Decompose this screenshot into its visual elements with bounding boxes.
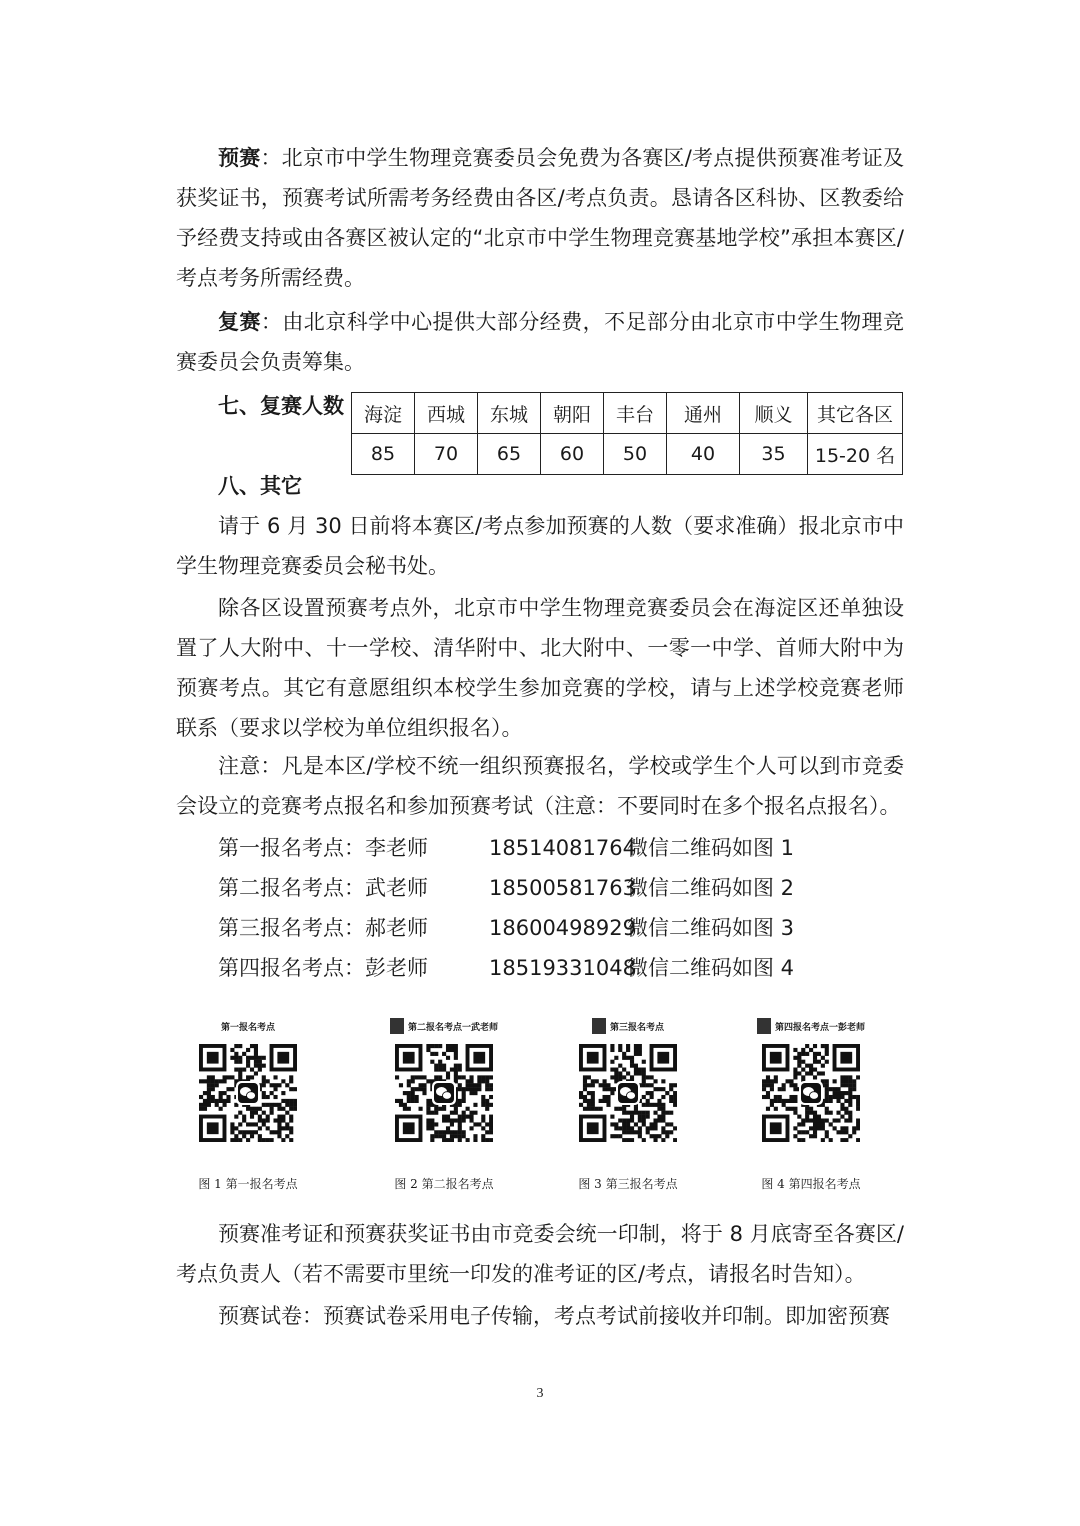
page-number: 3 — [536, 1386, 544, 1401]
district-cell: 丰台 — [604, 393, 667, 434]
qr-header-text: 第三报名考点 — [609, 1022, 664, 1033]
semifinal-quota-table — [351, 392, 903, 475]
count-cell: 85 — [352, 434, 415, 475]
count-cell: 40 — [667, 434, 740, 475]
qr-header — [168, 1012, 328, 1040]
avatar-icon — [390, 1018, 404, 1034]
qr-header-text: 第一报名考点 — [220, 1022, 275, 1033]
qr-block-4 — [731, 1012, 891, 1142]
district-cell: 顺义 — [740, 393, 808, 434]
district-cell: 西城 — [415, 393, 478, 434]
qr-header — [364, 1012, 524, 1040]
preliminary-text: ：北京市中学生物理竞赛委员会免费为各赛区/考点提供预赛准考证及获奖证书，预赛考试所需考务经费由各区/考点负责。恳请各区科协、区教委给予经费支持或由各赛区被认定的“北京市中学生物理竞赛基地学校”承担本赛区/考点考务所需经费。 — [176, 146, 904, 290]
count-row — [352, 434, 903, 475]
papers-paragraph: 预赛试卷：预赛试卷采用电子传输，考点考试前接收并印制。即加密预赛 — [218, 1304, 890, 1328]
semifinal-paragraph — [176, 302, 904, 382]
district-row — [352, 393, 903, 434]
qr-block-2 — [364, 1012, 524, 1142]
qr-header-text: 第四报名考点一彭老师 — [774, 1022, 865, 1033]
registration-phone: 18514081764 — [489, 836, 636, 860]
section8-paragraph-1: 请于 6 月 30 日前将本赛区/考点参加预赛的人数（要求准确）报北京市中学生物理竞赛委员会秘书处。 — [176, 514, 904, 578]
count-cell: 35 — [740, 434, 808, 475]
count-cell: 70 — [415, 434, 478, 475]
registration-phone: 18500581763 — [489, 876, 636, 900]
semifinal-label: 复赛 — [218, 310, 261, 334]
registration-teacher: 郝老师 — [365, 916, 428, 940]
district-cell: 海淀 — [352, 393, 415, 434]
qr-code-icon — [579, 1044, 677, 1142]
certificates-paragraph: 预赛准考证和预赛获奖证书由市竞委会统一印制，将于 8 月底寄至各赛区/考点负责人（若不需要市里统一印发的准考证的区/考点，请报名时告知）。 — [176, 1222, 904, 1286]
district-cell: 通州 — [667, 393, 740, 434]
count-cell: 60 — [541, 434, 604, 475]
qr-header-text: 第二报名考点一武老师 — [407, 1022, 498, 1033]
registration-site: 第一报名考点： — [218, 836, 365, 860]
registration-phone: 18519331048 — [489, 956, 636, 980]
registration-site: 第四报名考点： — [218, 956, 365, 980]
district-cell: 朝阳 — [541, 393, 604, 434]
section8-paragraph-2: 除各区设置预赛考点外，北京市中学生物理竞赛委员会在海淀区还单独设置了人大附中、十一学校、清华附中、北大附中、一零一中学、首师大附中为预赛考点。其它有意愿组织本校学生参加竞赛的学校，请与上述学校竞赛老师联系（要求以学校为单位组织报名）。 — [176, 596, 904, 740]
qr-block-1 — [168, 1012, 328, 1142]
registration-wechat: 微信二维码如图 3 — [627, 916, 795, 940]
registration-teacher: 彭老师 — [365, 956, 428, 980]
section7-heading: 七、复赛人数 — [218, 394, 344, 418]
count-cell: 15-20 名 — [808, 434, 903, 475]
registration-teacher: 武老师 — [365, 876, 428, 900]
qr-caption-4: 图 4 第四报名考点 — [761, 1177, 861, 1191]
preliminary-paragraph — [176, 138, 904, 298]
qr-caption-1: 图 1 第一报名考点 — [198, 1177, 298, 1191]
registration-wechat: 微信二维码如图 4 — [627, 956, 795, 980]
district-cell: 其它各区 — [808, 393, 903, 434]
avatar-icon — [592, 1018, 606, 1034]
count-cell: 50 — [604, 434, 667, 475]
registration-site: 第二报名考点： — [218, 876, 365, 900]
qr-header — [731, 1012, 891, 1040]
registration-line — [218, 828, 794, 868]
avatar-icon — [757, 1018, 771, 1034]
registration-line — [218, 948, 794, 988]
qr-block-3 — [548, 1012, 708, 1142]
section8-paragraph-3: 注意：凡是本区/学校不统一组织预赛报名，学校或学生个人可以到市竞委会设立的竞赛考点报名和参加预赛考试（注意：不要同时在多个报名点报名）。 — [176, 754, 904, 818]
registration-line — [218, 908, 794, 948]
registration-wechat: 微信二维码如图 1 — [627, 836, 795, 860]
qr-code-icon — [762, 1044, 860, 1142]
registration-wechat: 微信二维码如图 2 — [627, 876, 795, 900]
section8-heading: 八、其它 — [218, 474, 302, 498]
registration-line — [218, 868, 794, 908]
registration-teacher: 李老师 — [365, 836, 428, 860]
qr-caption-3: 图 3 第三报名考点 — [578, 1177, 678, 1191]
count-cell: 65 — [478, 434, 541, 475]
qr-caption-2: 图 2 第二报名考点 — [394, 1177, 494, 1191]
qr-code-icon — [199, 1044, 297, 1142]
registration-site: 第三报名考点： — [218, 916, 365, 940]
registration-phone: 18600498929 — [489, 916, 636, 940]
semifinal-text: ：由北京科学中心提供大部分经费，不足部分由北京市中学生物理竞赛委员会负责筹集。 — [176, 310, 905, 374]
district-cell: 东城 — [478, 393, 541, 434]
qr-code-icon — [395, 1044, 493, 1142]
qr-header — [548, 1012, 708, 1040]
preliminary-label: 预赛 — [218, 146, 261, 170]
